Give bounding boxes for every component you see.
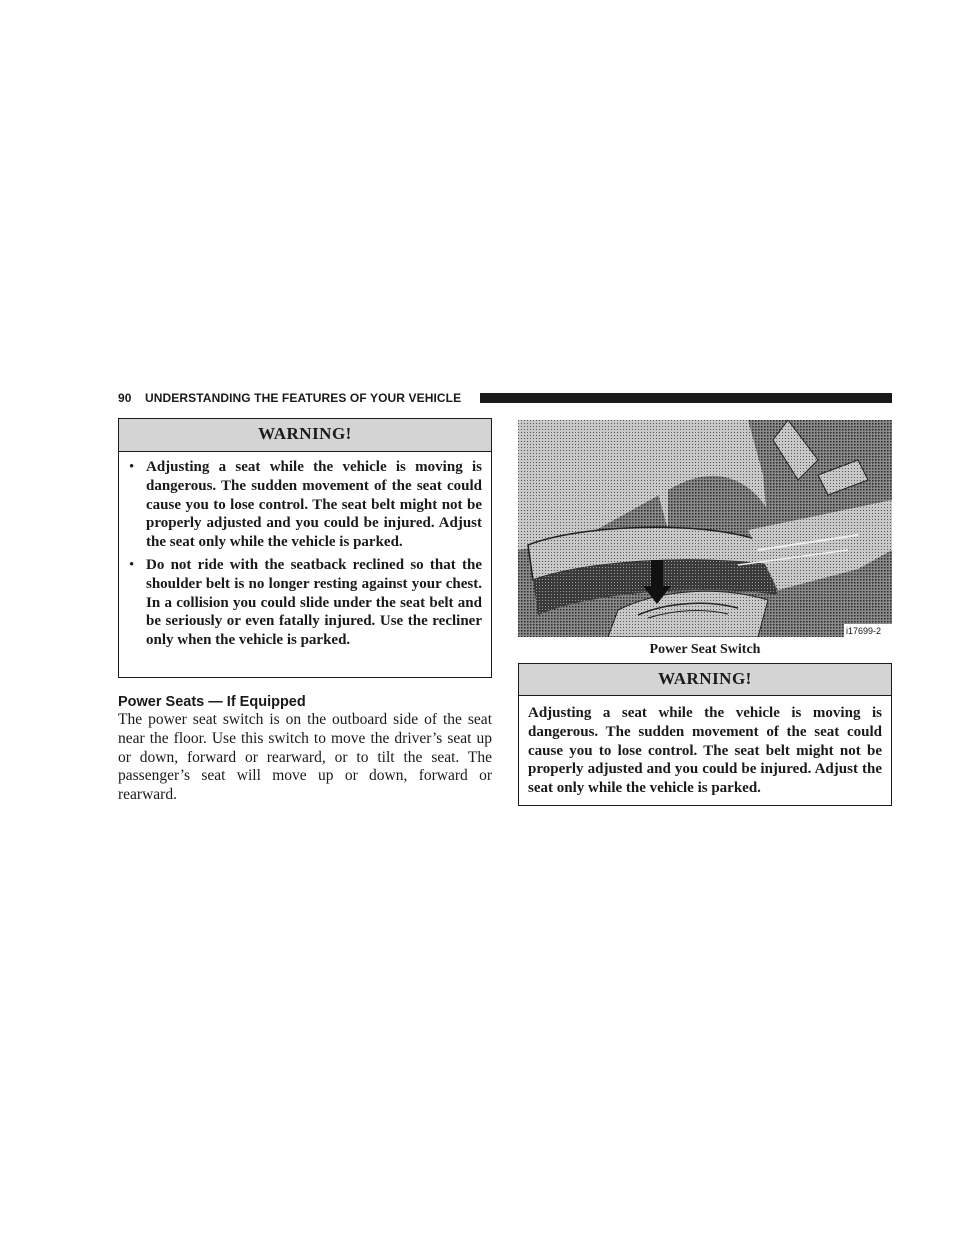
warning-body: Adjusting a seat while the vehicle is moving is dangerous. The sudden movement of the seat could cause you to lose control. The seat belt might not be properly adjusted and you could be injured. Adjust the seat only while the vehicle is parked. [528,705,882,797]
figure-caption: Power Seat Switch [649,642,761,657]
warning-title: WARNING! [519,664,891,696]
section-body: The power seat switch is on the outboard side of the seat near the floor. Use this switch to move the driver’s seat up or down, forward or rearward, or to tilt the seat. The passenger’s seat will move up or down, forward or rearward. [118,711,492,804]
warning-bullet-text: Do not ride with the seatback reclined so that the shoulder belt is no longer resting against your chest. In a collision you could slide under the seat belt and be seriously or even fatally injured. Use the recliner only when the vehicle is parked. [146,556,482,649]
warning-bullet [128,556,482,650]
warning-body [119,452,491,650]
bullet-icon: • [129,459,135,475]
chapter-title: UNDERSTANDING THE FEATURES OF YOUR VEHICLE [145,391,462,405]
warning-box-seat-adjust [118,418,492,678]
warning-bullet [128,458,482,552]
page-header [118,390,892,406]
page-number: 90 [118,391,132,405]
warning-title: WARNING! [119,419,491,452]
section-heading: Power Seats — If Equipped [118,694,306,710]
header-rule [480,393,892,403]
image-code: i17699-2 [846,626,882,636]
arrow-icon [651,560,663,586]
bullet-icon: • [129,556,135,573]
warning-bullet-text: Adjusting a seat while the vehicle is moving is dangerous. The sudden movement of the seat could cause you to lose control. The seat belt might not be properly adjusted and you could be injured. Adjust the seat only while the vehicle is parked. [146,459,482,551]
warning-box-seat-adjust-2 [518,663,892,806]
power-seat-switch-photo [518,420,892,637]
warning-bullet-list [128,458,482,650]
